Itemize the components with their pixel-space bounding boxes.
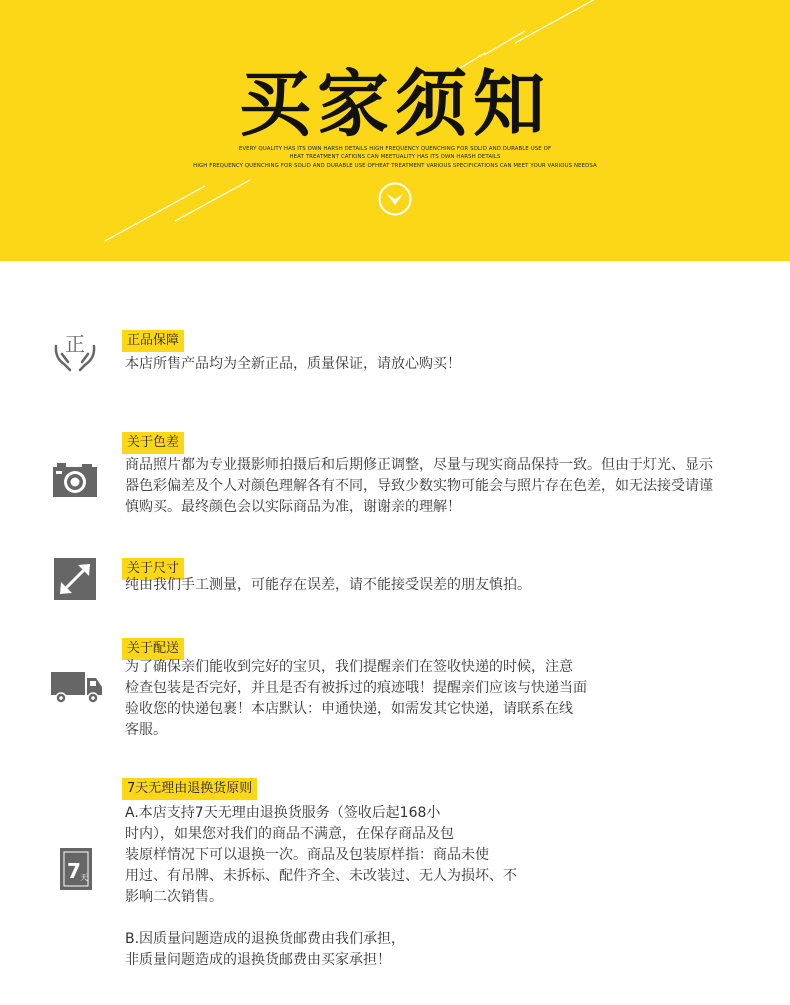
camera-icon	[50, 454, 100, 504]
section-delivery-text	[125, 657, 587, 741]
delivery-truck-icon	[50, 662, 104, 712]
text-line: 纯由我们手工测量，可能存在误差，请不能接受误差的朋友慎拍。	[125, 577, 531, 593]
section-authentic	[0, 320, 790, 390]
text-line: 非质量问题造成的退换货邮费由买家承担！	[125, 952, 391, 968]
svg-text:7: 7	[67, 859, 81, 883]
section-returns	[0, 772, 790, 967]
tag-color: 关于色差	[122, 432, 184, 454]
text-line: 影响二次销售。	[125, 889, 223, 905]
tag-size: 关于尺寸	[122, 558, 184, 580]
text-line: 装原样情况下可以退换一次。商品及包装原样指：商品未使	[125, 847, 489, 863]
header-banner	[0, 0, 790, 261]
text-line: 客服。	[125, 722, 167, 738]
section-size	[0, 550, 790, 605]
subtitle-line-3: HIGH FREQUENCY QUENCHING FOR SOLID AND DURABLE USE OFHEAT TREATMENT VARIOUS SPECIFICATIONS CAN MEET YOUR VARIOUS NEEDSA	[193, 163, 597, 169]
svg-text:天: 天	[80, 873, 88, 882]
text-line: 器色彩偏差及个人对颜色理解各有不同，导致少数实物可能会与照片存在色差，如无法接受请谨	[125, 478, 713, 494]
text-line: 商品照片都为专业摄影师拍摄后和后期修正调整，尽量与现实商品保持一致。但由于灯光、显示	[125, 457, 713, 473]
subtitle-line-2: HEAT TREATMENT CATIONS CAN MEETUALITY HAS ITS OWN HARSH DETAILS	[289, 154, 501, 160]
text-line: 验收您的快递包裹！本店默认：申通快递，如需发其它快递，请联系在线	[125, 701, 573, 717]
page-title: 买家须知	[238, 62, 551, 146]
svg-text:正: 正	[65, 332, 85, 356]
text-line: 用过、有吊牌、未拆标、配件齐全、未改装过、无人为损坏、不	[125, 868, 517, 884]
section-authentic-text	[125, 354, 461, 375]
section-returns-text	[125, 803, 517, 971]
section-size-text	[125, 575, 531, 596]
section-color	[0, 424, 790, 514]
authentic-hands-icon	[50, 324, 100, 374]
paragraph-gap	[125, 908, 517, 929]
tag-delivery: 关于配送	[122, 638, 184, 660]
text-line: B.因质量问题造成的退换货邮费由我们承担，	[125, 931, 406, 947]
resize-arrow-icon	[50, 554, 100, 604]
text-line: 慎购买。最终颜色会以实际商品为准，谢谢亲的理解！	[125, 499, 461, 515]
tag-authentic: 正品保障	[122, 330, 184, 352]
subtitle-line-1: EVERY QUALITY HAS ITS OWN HARSH DETAILS HIGH FREQUENCY QUENCHING FOR SOLID AND DURABLE USE OF	[238, 146, 552, 152]
text-line: 时内），如果您对我们的商品不满意，在保存商品及包	[125, 826, 454, 842]
section-delivery	[0, 632, 790, 742]
text-line: A.本店支持7天无理由退换货服务（签收后起168小	[125, 805, 441, 821]
section-color-text	[125, 455, 713, 518]
chevron-down-circle-icon[interactable]	[378, 182, 412, 216]
seven-days-calendar-icon	[56, 844, 96, 894]
tag-returns: 7天无理由退换货原则	[122, 778, 257, 800]
text-line: 本店所售产品均为全新正品，质量保证，请放心购买！	[125, 356, 461, 372]
text-line: 检查包装是否完好，并且是否有被拆过的痕迹哦！提醒亲们应该与快递当面	[125, 680, 587, 696]
text-line: 为了确保亲们能收到完好的宝贝，我们提醒亲们在签收快递的时候，注意	[125, 659, 573, 675]
